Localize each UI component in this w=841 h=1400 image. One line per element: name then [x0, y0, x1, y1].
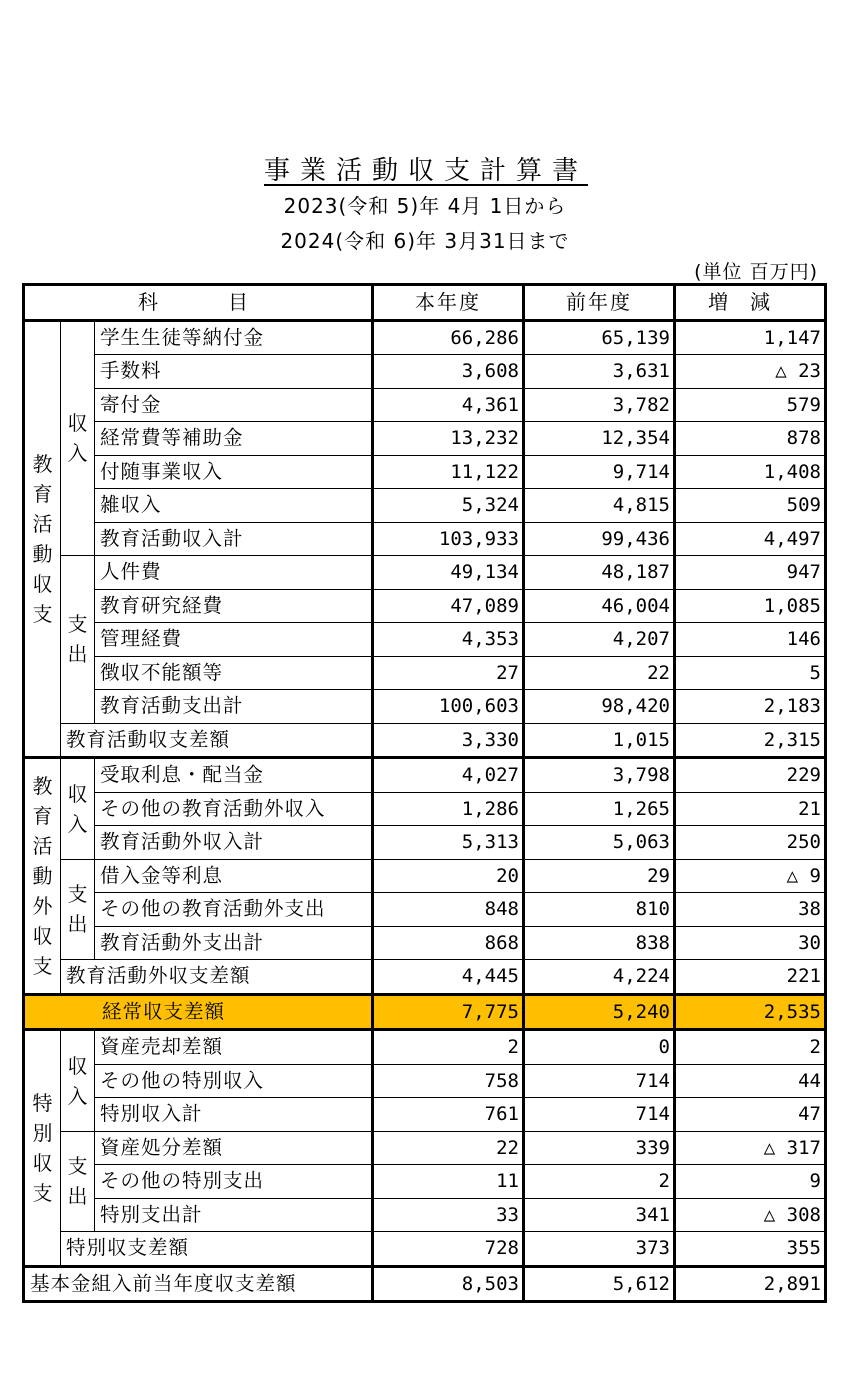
cell-current: 848 [373, 893, 524, 927]
cell-previous: 46,004 [524, 589, 675, 623]
cell-change: 38 [675, 893, 826, 927]
row-label: 資産処分差額 [95, 1131, 373, 1165]
cell-current: 8,503 [373, 1266, 524, 1302]
cell-previous: 65,139 [524, 320, 675, 355]
table-row [24, 320, 826, 355]
cell-change: △ 9 [675, 859, 826, 893]
cell-current: 33 [373, 1198, 524, 1232]
table-row [24, 1266, 826, 1302]
row-label: 教育活動収支差額 [61, 723, 373, 758]
cell-previous: 48,187 [524, 556, 675, 590]
row-label: 経常費等補助金 [95, 422, 373, 456]
cell-previous: 341 [524, 1198, 675, 1232]
cell-current: 5,313 [373, 826, 524, 860]
table-row [24, 1098, 826, 1132]
cell-previous: 714 [524, 1098, 675, 1132]
table-row [24, 926, 826, 960]
cell-previous: 373 [524, 1232, 675, 1267]
cell-current: 3,330 [373, 723, 524, 758]
row-label: 雑収入 [95, 489, 373, 523]
row-label: 特別収入計 [95, 1098, 373, 1132]
table-row [24, 994, 826, 1030]
subgroup-education-income: 収 入 [61, 320, 95, 556]
cell-current: 728 [373, 1232, 524, 1267]
table-row [24, 355, 826, 389]
table-row [24, 758, 826, 793]
cell-previous: 4,224 [524, 960, 675, 995]
cell-change: 579 [675, 388, 826, 422]
period-to: 2024(令和 6)年 3月31日まで [280, 229, 570, 253]
cell-change: △ 23 [675, 355, 826, 389]
table-row [24, 1232, 826, 1267]
row-label: 特別収支差額 [61, 1232, 373, 1267]
group-education: 教 育 活 動 収 支 [24, 320, 61, 758]
cell-change: 250 [675, 826, 826, 860]
cell-change: 2,315 [675, 723, 826, 758]
cell-change: 878 [675, 422, 826, 456]
cell-previous: 1,265 [524, 792, 675, 826]
statement-table [22, 283, 827, 1303]
cell-current: 4,353 [373, 623, 524, 657]
row-label: 徴収不能額等 [95, 656, 373, 690]
cell-previous: 0 [524, 1030, 675, 1065]
table-row [24, 455, 826, 489]
cell-current: 11,122 [373, 455, 524, 489]
cell-change: 4,497 [675, 522, 826, 556]
subgroup-nonedu-expense: 支 出 [61, 859, 95, 960]
group-nonedu: 教 育 活 動 外 収 支 [24, 758, 61, 995]
row-label: その他の教育活動外支出 [95, 893, 373, 927]
cell-previous: 98,420 [524, 690, 675, 724]
row-label: 借入金等利息 [95, 859, 373, 893]
cell-previous: 714 [524, 1064, 675, 1098]
row-label: 付随事業収入 [95, 455, 373, 489]
row-label: 経常収支差額 [24, 994, 373, 1030]
row-label: 資産売却差額 [95, 1030, 373, 1065]
header-kamoku: 科目 [24, 285, 373, 321]
table-row [24, 656, 826, 690]
table-row [24, 556, 826, 590]
table-row [24, 960, 826, 995]
cell-previous: 3,631 [524, 355, 675, 389]
cell-current: 100,603 [373, 690, 524, 724]
cell-previous: 810 [524, 893, 675, 927]
cell-current: 4,361 [373, 388, 524, 422]
table-row [24, 388, 826, 422]
statement-body [24, 320, 826, 1302]
unit-label: (単位 百万円) [694, 261, 818, 283]
subgroup-nonedu-income: 収 入 [61, 758, 95, 860]
cell-change: 1,147 [675, 320, 826, 355]
cell-previous: 3,798 [524, 758, 675, 793]
period-from: 2023(令和 5)年 4月 1日から [283, 194, 567, 218]
cell-current: 11 [373, 1165, 524, 1199]
table-row [24, 589, 826, 623]
row-label: 受取利息・配当金 [95, 758, 373, 793]
cell-current: 103,933 [373, 522, 524, 556]
cell-change: △ 308 [675, 1198, 826, 1232]
cell-previous: 12,354 [524, 422, 675, 456]
row-label: 特別支出計 [95, 1198, 373, 1232]
cell-change: △ 317 [675, 1131, 826, 1165]
cell-change: 9 [675, 1165, 826, 1199]
cell-change: 2,535 [675, 994, 826, 1030]
cell-current: 13,232 [373, 422, 524, 456]
cell-previous: 5,063 [524, 826, 675, 860]
subgroup-education-expense: 支 出 [61, 556, 95, 724]
document-title: 事業活動収支計算書 [263, 156, 588, 186]
cell-previous: 3,782 [524, 388, 675, 422]
row-label: 手数料 [95, 355, 373, 389]
table-row [24, 1064, 826, 1098]
cell-change: 44 [675, 1064, 826, 1098]
cell-previous: 5,240 [524, 994, 675, 1030]
cell-previous: 1,015 [524, 723, 675, 758]
row-label: その他の特別支出 [95, 1165, 373, 1199]
group-special: 特 別 収 支 [24, 1030, 61, 1267]
cell-current: 3,608 [373, 355, 524, 389]
cell-previous: 5,612 [524, 1266, 675, 1302]
row-label: 教育活動外収支差額 [61, 960, 373, 995]
cell-previous: 2 [524, 1165, 675, 1199]
cell-current: 5,324 [373, 489, 524, 523]
table-row [24, 859, 826, 893]
table-row [24, 792, 826, 826]
table-row [24, 1198, 826, 1232]
row-label: 管理経費 [95, 623, 373, 657]
table-row [24, 690, 826, 724]
cell-change: 2 [675, 1030, 826, 1065]
row-label: 教育活動外支出計 [95, 926, 373, 960]
cell-current: 49,134 [373, 556, 524, 590]
cell-previous: 339 [524, 1131, 675, 1165]
table-row [24, 623, 826, 657]
cell-previous: 9,714 [524, 455, 675, 489]
cell-change: 509 [675, 489, 826, 523]
row-label: 学生生徒等納付金 [95, 320, 373, 355]
cell-previous: 4,207 [524, 623, 675, 657]
subgroup-special-income: 収 入 [61, 1030, 95, 1132]
table-row [24, 893, 826, 927]
cell-current: 7,775 [373, 994, 524, 1030]
row-label: 教育活動外収入計 [95, 826, 373, 860]
cell-change: 1,085 [675, 589, 826, 623]
row-label: その他の教育活動外収入 [95, 792, 373, 826]
cell-change: 30 [675, 926, 826, 960]
cell-change: 229 [675, 758, 826, 793]
cell-change: 1,408 [675, 455, 826, 489]
table-row [24, 422, 826, 456]
cell-previous: 99,436 [524, 522, 675, 556]
cell-current: 47,089 [373, 589, 524, 623]
cell-change: 2,183 [675, 690, 826, 724]
cell-change: 947 [675, 556, 826, 590]
table-row [24, 522, 826, 556]
header-current: 本年度 [373, 285, 524, 321]
cell-current: 868 [373, 926, 524, 960]
cell-change: 21 [675, 792, 826, 826]
header-change: 増減 [675, 285, 826, 321]
row-label: その他の特別収入 [95, 1064, 373, 1098]
cell-current: 1,286 [373, 792, 524, 826]
row-label: 教育活動支出計 [95, 690, 373, 724]
cell-current: 20 [373, 859, 524, 893]
cell-current: 2 [373, 1030, 524, 1065]
row-label: 基本金組入前当年度収支差額 [24, 1266, 373, 1302]
cell-change: 146 [675, 623, 826, 657]
cell-current: 4,445 [373, 960, 524, 995]
table-row [24, 1165, 826, 1199]
cell-change: 47 [675, 1098, 826, 1132]
cell-previous: 838 [524, 926, 675, 960]
cell-change: 5 [675, 656, 826, 690]
cell-change: 221 [675, 960, 826, 995]
cell-current: 22 [373, 1131, 524, 1165]
cell-previous: 22 [524, 656, 675, 690]
cell-previous: 29 [524, 859, 675, 893]
table-row [24, 489, 826, 523]
cell-change: 2,891 [675, 1266, 826, 1302]
cell-current: 27 [373, 656, 524, 690]
table-row [24, 826, 826, 860]
header-previous: 前年度 [524, 285, 675, 321]
subgroup-special-expense: 支 出 [61, 1131, 95, 1232]
row-label: 教育活動収入計 [95, 522, 373, 556]
cell-previous: 4,815 [524, 489, 675, 523]
cell-current: 4,027 [373, 758, 524, 793]
table-row [24, 723, 826, 758]
table-row [24, 1131, 826, 1165]
cell-current: 758 [373, 1064, 524, 1098]
row-label: 寄付金 [95, 388, 373, 422]
row-label: 教育研究経費 [95, 589, 373, 623]
cell-current: 66,286 [373, 320, 524, 355]
row-label: 人件費 [95, 556, 373, 590]
cell-current: 761 [373, 1098, 524, 1132]
table-row [24, 1030, 826, 1065]
cell-change: 355 [675, 1232, 826, 1267]
